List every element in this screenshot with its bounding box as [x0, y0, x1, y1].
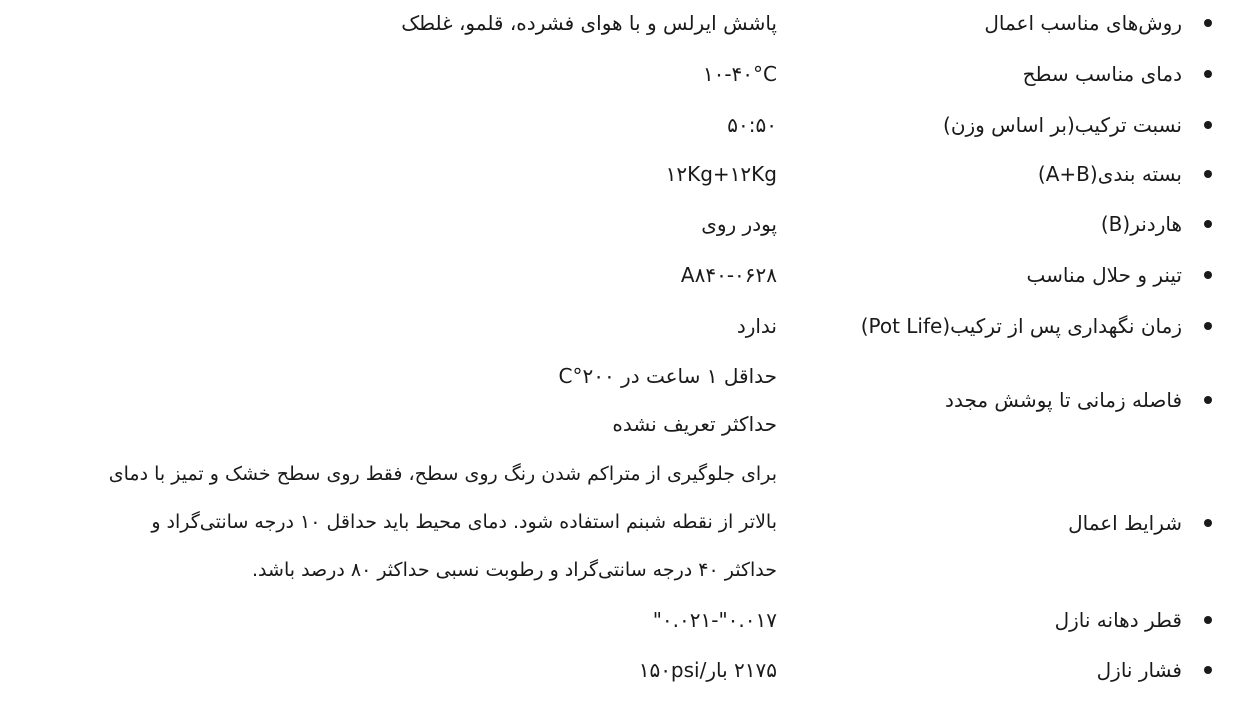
- spec-label-cell: [812, 160, 1212, 188]
- spec-value-cell: [17, 261, 777, 309]
- spec-value: ۱۲Kg+۱۲Kg: [665, 162, 777, 186]
- spec-label: دمای مناسب سطح: [1022, 62, 1182, 86]
- bullet-icon: [1204, 121, 1212, 129]
- spec-label-cell: [812, 60, 1212, 88]
- spec-label: فشار نازل: [1096, 658, 1182, 682]
- spec-label: نسبت ترکیب(بر اساس وزن): [943, 113, 1182, 137]
- bullet-icon: [1204, 70, 1212, 78]
- spec-label-cell: [812, 111, 1212, 139]
- bullet-icon: [1204, 220, 1212, 228]
- bullet-icon: [1204, 396, 1212, 404]
- spec-value: پودر روی: [701, 212, 777, 236]
- bullet-icon: [1204, 616, 1212, 624]
- spec-label-cell: [812, 210, 1212, 238]
- spec-value-cell: [17, 111, 777, 159]
- spec-value-cell: [17, 210, 777, 258]
- spec-label: تینر و حلال مناسب: [1026, 263, 1182, 287]
- spec-label-cell: [812, 509, 1212, 537]
- bullet-icon: [1204, 519, 1212, 527]
- spec-value: حداقل ۱ ساعت در ۲۰۰°C: [558, 364, 777, 388]
- spec-value: ۲۱۷۵ بار/۱۵۰psi: [638, 658, 777, 682]
- spec-value: ندارد: [736, 314, 777, 338]
- spec-value-cell: [17, 460, 777, 604]
- spec-label: فاصله زمانی تا پوشش مجدد: [945, 388, 1182, 412]
- spec-value: بالاتر از نقطه شبنم استفاده شود. دمای محیط باید حداقل ۱۰ درجه سانتی‌گراد و: [151, 511, 777, 533]
- spec-label-cell: [812, 656, 1212, 684]
- spec-value-cell: [17, 312, 777, 360]
- spec-value-cell: [17, 606, 777, 654]
- spec-value-cell: [17, 160, 777, 208]
- bullet-icon: [1204, 666, 1212, 674]
- spec-label-cell: [812, 9, 1212, 37]
- spec-label-cell: [812, 386, 1212, 414]
- spec-label: روش‌های مناسب اعمال: [984, 11, 1182, 35]
- bullet-icon: [1204, 322, 1212, 330]
- spec-value: حداکثر ۴۰ درجه سانتی‌گراد و رطوبت نسبی حداکثر ۸۰ درصد باشد.: [252, 559, 777, 581]
- spec-value: پاشش ایرلس و با هوای فشرده، قلمو، غلطک: [401, 11, 777, 35]
- spec-label-cell: [812, 606, 1212, 634]
- spec-value-cell: [17, 656, 777, 704]
- spec-value: ۱۰-۴۰°C: [702, 62, 777, 86]
- bullet-icon: [1204, 271, 1212, 279]
- spec-value: حداکثر تعریف نشده: [612, 412, 777, 436]
- spec-label-cell: [812, 312, 1212, 340]
- spec-value: A۸۴۰-۰۶۲۸: [680, 263, 777, 287]
- bullet-icon: [1204, 19, 1212, 27]
- spec-value-cell: [17, 362, 777, 458]
- spec-value: ۵۰:۵۰: [727, 113, 777, 137]
- spec-value-cell: [17, 60, 777, 108]
- spec-label: شرایط اعمال: [1068, 511, 1182, 535]
- spec-label: بسته بندی(A+B): [1037, 162, 1182, 186]
- spec-label: هاردنر(B): [1100, 212, 1182, 236]
- bullet-icon: [1204, 170, 1212, 178]
- spec-value-cell: [17, 9, 777, 57]
- spec-value: ۰.۰۱۷"-۰.۰۲۱": [652, 608, 777, 632]
- spec-label: قطر دهانه نازل: [1054, 608, 1182, 632]
- spec-label-cell: [812, 261, 1212, 289]
- spec-value: برای جلوگیری از متراکم شدن رنگ روی سطح، فقط روی سطح خشک و تمیز با دمای: [108, 463, 777, 485]
- spec-label: زمان نگهداری پس از ترکیب(Pot Life): [860, 314, 1182, 338]
